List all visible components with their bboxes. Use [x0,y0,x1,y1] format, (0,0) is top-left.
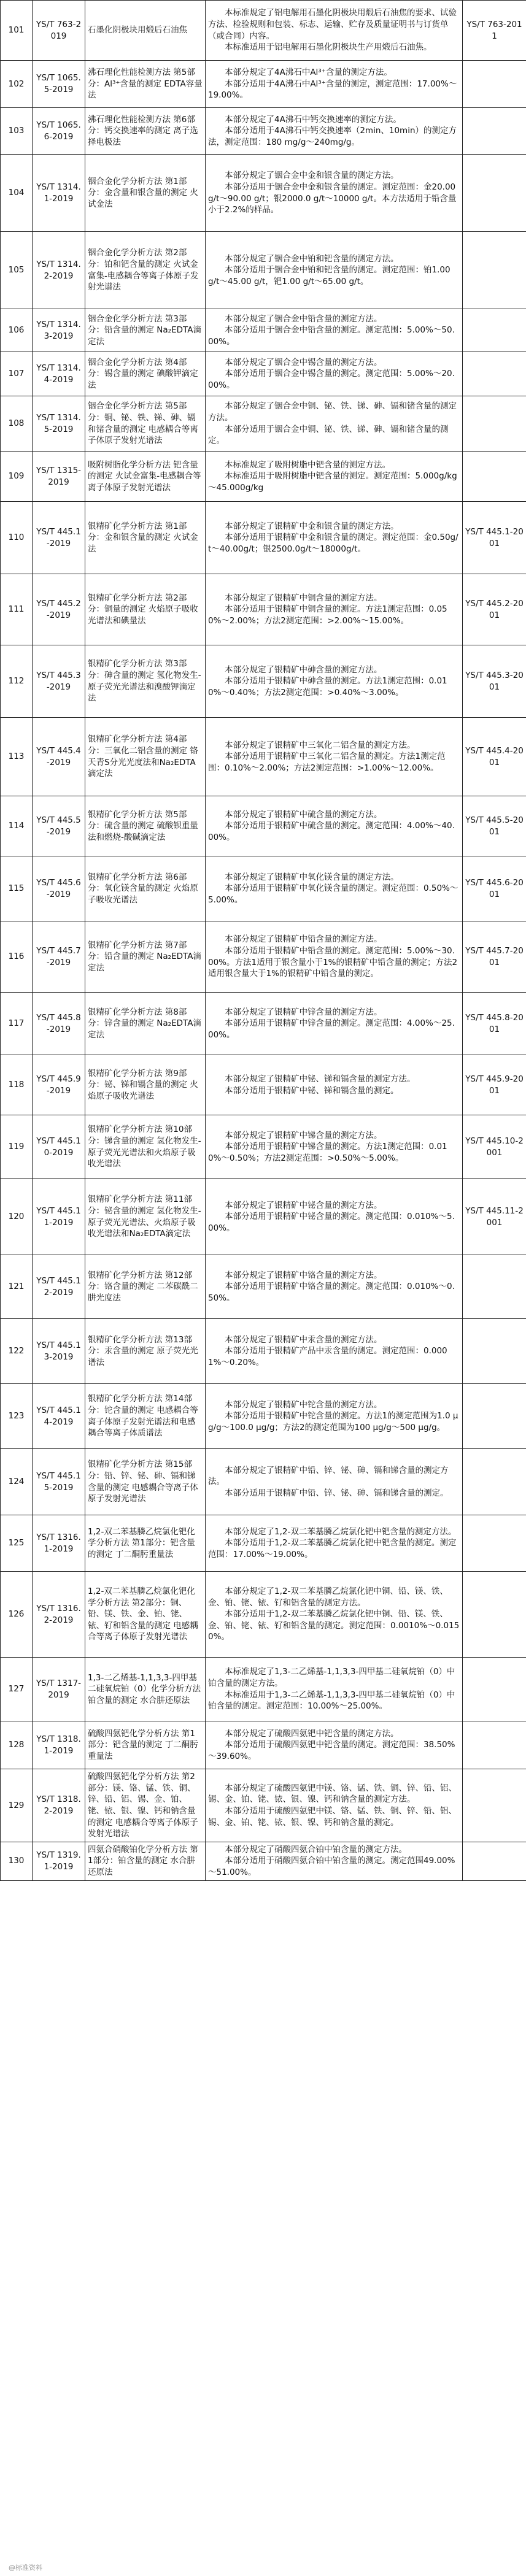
scope-description-cell [206,1255,463,1319]
standard-code-cell: YS/T 1315-2019 [33,452,85,502]
table-row [1,645,526,718]
scope-description-cell [206,645,463,718]
scope-paragraph: 本部分规定了铟合金中铅含量的测定方法。 [225,313,382,324]
standard-title-cell: 铟合金化学分析方法 第4部分：锡含量的测定 碘酸钾滴定法 [85,352,206,396]
scope-paragraph: 本部分规定了银精矿中锑含量的测定方法。 [225,1130,382,1140]
standard-code-cell: YS/T 445.2-2019 [33,574,85,645]
scope-description-cell [206,1319,463,1384]
scope-description-cell [206,61,463,108]
scope-description-cell [206,108,463,155]
standard-code-cell: YS/T 445.4-2019 [33,718,85,796]
replaced-standard-cell: YS/T 445.4-2001 [463,718,526,796]
row-number-cell: 121 [1,1255,33,1319]
scope-paragraph: 本部分适用于4A沸石中Al³⁺含量的测定，测定范围：17.00%～19.00%。 [208,79,457,101]
scope-paragraph: 本标准适用于吸附树脂中钯含量的测定。测定范围：5.000g/kg～45.000g/kg [208,471,457,493]
replaced-standard-cell: YS/T 445.2-2001 [463,574,526,645]
row-number-cell: 117 [1,993,33,1055]
table-row [1,1769,526,1842]
scope-description-cell [206,574,463,645]
scope-description-cell [206,1384,463,1449]
standard-title-cell: 银精矿化学分析方法 第11部分：铋含量的测定 氢化物发生-原子荧光光谱法、火焰原子吸收光谱法和Na₂EDTA滴定法 [85,1179,206,1255]
scope-paragraph: 本部分适用于硫酸四氨钯中钯含量的测定。测定范围：38.50%～39.60%。 [208,1740,455,1761]
scope-paragraph: 本部分适用于1,2-双二苯基膦乙烷氯化钯中钯含量的测定。测定范围：17.00%～19.00%。 [208,1538,457,1559]
scope-paragraph: 本标准适用于1,3-二乙烯基-1,1,3,3-四甲基二硅氧烷铂（0）中铂含量的测定。测定范围：10.00%～25.00%。 [208,1690,455,1712]
standard-code-cell: YS/T 445.12-2019 [33,1255,85,1319]
row-number-cell: 112 [1,645,33,718]
replaced-standard-cell [463,1255,526,1319]
replaced-standard-cell [463,1319,526,1384]
row-number-cell: 116 [1,921,33,993]
replaced-standard-cell: YS/T 445.5-2001 [463,796,526,856]
scope-paragraph: 本部分适用于银精矿中铜含量的测定。方法1测定范围：0.050%～2.00%；方法2测定范围：>2.00%～15.00%。 [208,604,447,626]
replaced-standard-cell: YS/T 445.1-2001 [463,502,526,574]
standard-title-cell: 银精矿化学分析方法 第6部分：氧化镁含量的测定 火焰原子吸收光谱法 [85,856,206,921]
scope-description-cell [206,155,463,232]
standard-title-cell: 1,2-双二苯基膦乙烷氯化钯化学分析方法 第1部分：钯含量的测定 丁二酮肟重量法 [85,1515,206,1572]
table-row [1,452,526,502]
scope-paragraph: 本部分适用于银精矿中铅含量的测定。测定范围：5.00%～30.00%。方法1适用于银含量小于1%的银精矿中铅含量的测定；方法2适用银含量大于1%的银精矿中铅含量的测定。 [208,945,458,979]
standard-title-cell: 沸石理化性能检测方法 第6部分：钙交换速率的测定 离子选择电极法 [85,108,206,155]
scope-description-cell [206,1179,463,1255]
scope-description-cell [206,993,463,1055]
scope-paragraph: 本标准规定了铝电解用石墨化阴极块用煅后石油焦的要求、试验方法、检验规则和包装、标志、运输、贮存及质量证明书与订货单（或合同）内容。 [208,8,457,41]
standard-code-cell: YS/T 1314.5-2019 [33,396,85,452]
standard-code-cell: YS/T 1317-2019 [33,1658,85,1721]
table-row [1,1179,526,1255]
table-row [1,1055,526,1115]
scope-paragraph: 本部分规定了铟合金中锡含量的测定方法。 [225,357,382,367]
table-row [1,1658,526,1721]
standard-code-cell: YS/T 445.13-2019 [33,1319,85,1384]
scope-paragraph: 本部分适用于银精矿中铅、锌、铋、砷、镉和锑含量的测定。 [225,1488,449,1498]
scope-paragraph: 本部分规定了硫酸四氨钯中镁、铬、锰、铁、铜、锌、铅、铝、锡、金、铂、铑、铱、银、镍、钙和钠含量的测定方法。 [208,1783,457,1805]
standard-title-cell: 银精矿化学分析方法 第1部分：金和银含量的测定 火试金法 [85,502,206,574]
scope-description-cell [206,396,463,452]
replaced-standard-cell: YS/T 445.6-2001 [463,856,526,921]
scope-paragraph: 本部分规定了银精矿中铅、锌、铋、砷、镉和锑含量的测定方法。 [208,1465,449,1487]
standard-code-cell: YS/T 445.5-2019 [33,796,85,856]
scope-paragraph: 本部分规定了银精矿中三氧化二铝含量的测定方法。 [225,740,416,750]
scope-description-cell [206,452,463,502]
standard-code-cell: YS/T 1314.1-2019 [33,155,85,232]
standard-code-cell: YS/T 1065.5-2019 [33,61,85,108]
scope-paragraph: 本部分适用于铟合金中锡含量的测定。测定范围：5.00%～20.00%。 [208,369,455,390]
row-number-cell: 118 [1,1055,33,1115]
standard-title-cell: 1,2-双二苯基膦乙烷氯化钯化学分析方法 第2部分：铜、铅、镁、铁、金、铂、铑、铱、钌和铝含量的测定 电感耦合等离子体原子发射光谱法 [85,1572,206,1658]
replaced-standard-cell [463,309,526,352]
table-row [1,108,526,155]
standard-title-cell: 铟合金化学分析方法 第3部分：铅含量的测定 Na₂EDTA滴定法 [85,309,206,352]
table-row [1,718,526,796]
scope-paragraph: 本部分规定了银精矿中铬含量的测定方法。 [225,1270,382,1280]
watermark-text: @标准资料 [9,2564,42,2572]
row-number-cell: 106 [1,309,33,352]
standard-code-cell: YS/T 1318.2-2019 [33,1769,85,1842]
replaced-standard-cell: YS/T 445.11-2001 [463,1179,526,1255]
standard-code-cell: YS/T 445.6-2019 [33,856,85,921]
scope-paragraph: 本部分规定了1,2-双二苯基膦乙烷氯化钯中铜、铅、镁、铁、金、铂、铑、铱、钌和铝含量的测定方法。 [208,1586,448,1608]
table-row [1,921,526,993]
replaced-standard-cell: YS/T 445.8-2001 [463,993,526,1055]
table-row [1,1842,526,1880]
standard-title-cell: 银精矿化学分析方法 第4部分：三氧化二铝含量的测定 铬天青S分光光度法和Na₂EDTA滴定法 [85,718,206,796]
row-number-cell: 125 [1,1515,33,1572]
scope-description-cell [206,1115,463,1179]
scope-paragraph: 本部分适用于银精矿产品中汞含量的测定。测定范围：0.0001%～0.20%。 [208,1346,447,1367]
table-row [1,1319,526,1384]
standard-code-cell: YS/T 445.9-2019 [33,1055,85,1115]
standard-title-cell: 铟合金化学分析方法 第2部分：铂和钯含量的测定 火试金富集-电感耦合等离子体原子发射光谱法 [85,232,206,309]
standard-code-cell: YS/T 445.10-2019 [33,1115,85,1179]
standard-code-cell: YS/T 1314.2-2019 [33,232,85,309]
standard-code-cell: YS/T 445.3-2019 [33,645,85,718]
row-number-cell: 107 [1,352,33,396]
scope-paragraph: 本部分规定了1,2-双二苯基膦乙烷氯化钯中钯含量的测定方法。 [225,1526,457,1537]
row-number-cell: 103 [1,108,33,155]
row-number-cell: 128 [1,1721,33,1769]
table-row [1,352,526,396]
table-row [1,502,526,574]
table-row [1,396,526,452]
scope-paragraph: 本部分规定了银精矿中砷含量的测定方法。 [225,664,382,675]
standard-title-cell: 银精矿化学分析方法 第15部分：铅、锌、铋、砷、镉和锑含量的测定 电感耦合等离子体原子发射光谱法 [85,1449,206,1515]
scope-description-cell [206,921,463,993]
scope-paragraph: 本部分适用于银精矿中硫含量的测定。测定范围：4.00%～40.00%。 [208,821,455,842]
scope-paragraph: 本部分规定了硝酸四氨合铂中铂含量的测定方法。 [225,1844,407,1855]
scope-paragraph: 本部分适用于银精矿中铋含量的测定。测定范围：0.010%～5.00%。 [208,1212,455,1233]
standard-title-cell: 银精矿化学分析方法 第3部分：砷含量的测定 氢化物发生-原子荧光光谱法和溴酸钾滴定法 [85,645,206,718]
row-number-cell: 113 [1,718,33,796]
scope-description-cell [206,1721,463,1769]
scope-description-cell [206,1,463,61]
table-row [1,61,526,108]
standards-table-body [1,1,526,1881]
scope-paragraph: 本部分规定了银精矿中铜含量的测定方法。 [225,593,382,603]
standard-title-cell: 硫酸四氨钯化学分析方法 第2部分：镁、铬、锰、铁、铜、锌、铅、铝、锡、金、铂、铑、铱、银、镍、钙和钠含量的测定 电感耦合等离子体原子发射光谱法 [85,1769,206,1842]
row-number-cell: 110 [1,502,33,574]
scope-description-cell [206,856,463,921]
table-row [1,1255,526,1319]
scope-paragraph: 本部分适用于银精矿中铬含量的测定。测定范围：0.010%～0.50%。 [208,1282,455,1303]
standard-code-cell: YS/T 1316.2-2019 [33,1572,85,1658]
row-number-cell: 105 [1,232,33,309]
row-number-cell: 130 [1,1842,33,1880]
scope-description-cell [206,1572,463,1658]
row-number-cell: 119 [1,1115,33,1179]
replaced-standard-cell [463,452,526,502]
scope-description-cell [206,309,463,352]
row-number-cell: 126 [1,1572,33,1658]
standard-code-cell: YS/T 445.7-2019 [33,921,85,993]
replaced-standard-cell [463,232,526,309]
standard-title-cell: 银精矿化学分析方法 第7部分：铅含量的测定 Na₂EDTA滴定法 [85,921,206,993]
scope-description-cell [206,352,463,396]
replaced-standard-cell [463,1842,526,1880]
standard-title-cell: 银精矿化学分析方法 第5部分：硫含量的测定 硫酸钡重量法和燃烧-酸碱滴定法 [85,796,206,856]
scope-paragraph: 本部分规定了银精矿中金和银含量的测定方法。 [225,521,399,531]
scope-paragraph: 本标准规定了1,3-二乙烯基-1,1,3,3-四甲基二硅氧烷铂（0）中铂含量的测定方法。 [208,1667,455,1688]
scope-paragraph: 本部分适用于银精矿中砷含量的测定。方法1测定范围：0.010%～0.40%；方法2测定范围：>0.40%～3.00%。 [208,676,447,698]
scope-paragraph: 本部分适用于银精矿中铋、锑和镉含量的测定。 [225,1085,399,1096]
scope-description-cell [206,1842,463,1880]
standard-code-cell: YS/T 1318.1-2019 [33,1721,85,1769]
row-number-cell: 108 [1,396,33,452]
table-row [1,1721,526,1769]
scope-paragraph: 本部分规定了银精矿中汞含量的测定方法。 [225,1334,382,1345]
standard-code-cell: YS/T 445.1-2019 [33,502,85,574]
standard-code-cell: YS/T 763-2019 [33,1,85,61]
table-row [1,1384,526,1449]
standard-title-cell: 银精矿化学分析方法 第13部分：汞含量的测定 原子荧光光谱法 [85,1319,206,1384]
table-row [1,1449,526,1515]
replaced-standard-cell [463,1515,526,1572]
standard-code-cell: YS/T 445.15-2019 [33,1449,85,1515]
standard-code-cell: YS/T 445.14-2019 [33,1384,85,1449]
replaced-standard-cell [463,155,526,232]
scope-description-cell [206,1449,463,1515]
standard-code-cell: YS/T 1316.1-2019 [33,1515,85,1572]
replaced-standard-cell [463,1384,526,1449]
scope-paragraph: 本部分适用于银精矿中氧化镁含量的测定。测定范围：0.50%～5.00%。 [208,883,458,905]
row-number-cell: 123 [1,1384,33,1449]
standard-title-cell: 银精矿化学分析方法 第8部分：锌含量的测定 Na₂EDTA滴定法 [85,993,206,1055]
row-number-cell: 129 [1,1769,33,1842]
scope-paragraph: 本部分规定了银精矿中氧化镁含量的测定方法。 [225,872,399,882]
scope-paragraph: 本部分规定了硫酸四氨钯中钯含量的测定方法。 [225,1728,399,1739]
standard-code-cell: YS/T 1319.1-2019 [33,1842,85,1880]
scope-paragraph: 本部分适用于银精矿中三氧化二铝含量的测定。方法1测定范围：0.10%～2.00%；方法2测定范围：>1.00%～12.00%。 [208,752,446,773]
scope-paragraph: 本部分规定了铟合金中铜、铋、铁、锑、砷、镉和锗含量的测定方法。 [208,401,457,423]
row-number-cell: 124 [1,1449,33,1515]
scope-paragraph: 本部分规定了银精矿中铋含量的测定方法。 [225,1200,382,1210]
replaced-standard-cell: YS/T 445.9-2001 [463,1055,526,1115]
scope-description-cell [206,796,463,856]
scope-description-cell [206,718,463,796]
scope-paragraph: 本部分适用于铟合金中铅含量的测定。测定范围：5.00%～50.00%。 [208,325,455,347]
replaced-standard-cell [463,1572,526,1658]
table-row [1,1515,526,1572]
standard-title-cell: 铟合金化学分析方法 第1部分：金含量和银含量的测定 火试金法 [85,155,206,232]
scope-paragraph: 本部分适用于铟合金中金和银含量的测定。测定范围：金20.00 g/t～90.00 g/t；银2000.0 g/t～10000 g/t。本方法适用于铅含量小于2.2%的样品。 [208,182,457,215]
standard-title-cell: 银精矿化学分析方法 第12部分：铬含量的测定 二苯碳酰二肼光度法 [85,1255,206,1319]
scope-paragraph: 本部分适用于1,2-双二苯基膦乙烷氯化钯中铜、铅、镁、铁、金、铂、铑、铱、钌和铝含量的测定。测定范围：0.0010%～0.0150%。 [208,1609,460,1642]
scope-description-cell [206,1769,463,1842]
row-number-cell: 111 [1,574,33,645]
scope-paragraph: 本部分规定了银精矿中铋、锑和镉含量的测定方法。 [225,1074,416,1084]
row-number-cell: 102 [1,61,33,108]
table-row [1,574,526,645]
replaced-standard-cell [463,1658,526,1721]
standard-code-cell: YS/T 445.8-2019 [33,993,85,1055]
replaced-standard-cell [463,61,526,108]
standard-code-cell: YS/T 1314.3-2019 [33,309,85,352]
standard-title-cell: 铟合金化学分析方法 第5部分：铜、铋、铁、锑、砷、镉和锗含量的测定 电感耦合等离子体原子发射光谱法 [85,396,206,452]
scope-description-cell [206,1515,463,1572]
table-row [1,796,526,856]
standard-title-cell: 硫酸四氨钯化学分析方法 第1部分：钯含量的测定 丁二酮肟重量法 [85,1721,206,1769]
scope-paragraph: 本部分规定了银精矿中硫含量的测定方法。 [225,809,382,820]
row-number-cell: 122 [1,1319,33,1384]
row-number-cell: 101 [1,1,33,61]
replaced-standard-cell [463,352,526,396]
scope-paragraph: 本标准规定了吸附树脂中钯含量的测定方法。 [225,459,390,470]
replaced-standard-cell [463,1769,526,1842]
scope-paragraph: 本部分适用于4A沸石中钙交换速率（2min、10min）的测定方法，测定范围：180 mg/g～240mg/g。 [208,126,457,147]
table-row [1,155,526,232]
scope-paragraph: 本部分规定了银精矿中铊含量的测定方法。 [225,1399,382,1410]
scope-paragraph: 本部分适用于银精矿中铊含量的测定。方法1的测定范围为1.0 μg/g～100.0 μg/g；方法2的测定范围为100 μg/g～500 μg/g。 [208,1411,458,1432]
standard-title-cell: 银精矿化学分析方法 第9部分：铋、锑和镉含量的测定 火焰原子吸收光谱法 [85,1055,206,1115]
scope-paragraph: 本部分规定了4A沸石中Al³⁺含量的测定方法。 [225,67,392,78]
table-row [1,1115,526,1179]
row-number-cell: 109 [1,452,33,502]
standard-title-cell: 银精矿化学分析方法 第2部分：铜量的测定 火焰原子吸收光谱法和碘量法 [85,574,206,645]
scope-paragraph: 本部分适用于硝酸四氨合铂中铂含量的测定。测定范围49.00%～51.00%。 [208,1856,455,1877]
table-row [1,993,526,1055]
replaced-standard-cell [463,396,526,452]
scope-paragraph: 本标准适用于铝电解用石墨化阴极块生产用煅后石油焦。 [225,42,432,53]
scope-paragraph: 本部分适用于银精矿中锌含量的测定。测定范围：4.00%～25.00%。 [208,1018,455,1040]
row-number-cell: 127 [1,1658,33,1721]
table-row [1,309,526,352]
replaced-standard-cell: YS/T 445.3-2001 [463,645,526,718]
scope-paragraph: 本部分规定了铟合金中金和银含量的测定方法。 [225,171,399,181]
table-row [1,1572,526,1658]
standard-code-cell: YS/T 1065.6-2019 [33,108,85,155]
standard-title-cell: 沸石理化性能检测方法 第5部分：Al³⁺含量的测定 EDTA容量法 [85,61,206,108]
standard-code-cell: YS/T 1314.4-2019 [33,352,85,396]
scope-paragraph: 本部分适用于铟合金中铂和钯含量的测定。测定范围：铂1.00 g/t～45.00 g/t，钯1.00 g/t～65.00 g/t。 [208,265,451,286]
standard-title-cell: 银精矿化学分析方法 第14部分：铊含量的测定 电感耦合等离子体原子发射光谱法和电感耦合等离子体质谱法 [85,1384,206,1449]
scope-description-cell [206,1658,463,1721]
scope-description-cell [206,232,463,309]
table-row [1,1,526,61]
standard-code-cell: YS/T 445.11-2019 [33,1179,85,1255]
replaced-standard-cell: YS/T 445.10-2001 [463,1115,526,1179]
replaced-standard-cell [463,1449,526,1515]
replaced-standard-cell: YS/T 763-2011 [463,1,526,61]
replaced-standard-cell [463,1721,526,1769]
scope-description-cell [206,1055,463,1115]
row-number-cell: 115 [1,856,33,921]
scope-paragraph: 本部分适用于银精矿中金和银含量的测定。测定范围：金0.50g/t～40.00g/t；银2500.0g/t～18000g/t。 [208,533,458,554]
standard-title-cell: 四氨合硝酸铂化学分析方法 第1部分：铂含量的测定 水合肼还原法 [85,1842,206,1880]
replaced-standard-cell: YS/T 445.7-2001 [463,921,526,993]
scope-paragraph: 本部分适用于硫酸四氨钯中镁、铬、锰、铁、铜、锌、铅、铝、锡、金、铂、铑、铱、银、镍、钙和钠含量的测定。 [208,1805,457,1828]
standard-title-cell: 银精矿化学分析方法 第10部分：锑含量的测定 氢化物发生-原子荧光光谱法和火焰原子吸收光谱法 [85,1115,206,1179]
table-row [1,856,526,921]
table-row [1,232,526,309]
standard-title-cell: 石墨化阴极块用煅后石油焦 [85,1,206,61]
row-number-cell: 120 [1,1179,33,1255]
scope-description-cell [206,502,463,574]
row-number-cell: 104 [1,155,33,232]
scope-paragraph: 本部分规定了银精矿中锌含量的测定方法。 [225,1007,382,1017]
replaced-standard-cell [463,108,526,155]
standard-title-cell: 吸附树脂化学分析方法 钯含量的测定 火试金富集-电感耦合等离子体原子发射光谱法 [85,452,206,502]
scope-paragraph: 本部分规定了铟合金中铂和钯含量的测定方法。 [225,253,399,264]
scope-paragraph: 本部分适用于铟合金中铜、铋、铁、锑、砷、镉和锗含量的测定。 [208,424,449,446]
standard-title-cell: 1,3-二乙烯基-1,1,3,3-四甲基二硅氧烷铂（0）化学分析方法 铂含量的测定 水合肼还原法 [85,1658,206,1721]
scope-paragraph: 本部分适用于银精矿中锑含量的测定。方法1测定范围：0.010%～0.50%；方法2测定范围：>0.50%～5.00%。 [208,1142,447,1163]
row-number-cell: 114 [1,796,33,856]
scope-paragraph: 本部分规定了银精矿中铅含量的测定方法。 [225,934,382,945]
scope-paragraph: 本部分规定了4A沸石中钙交换速率的测定方法。 [225,114,401,125]
